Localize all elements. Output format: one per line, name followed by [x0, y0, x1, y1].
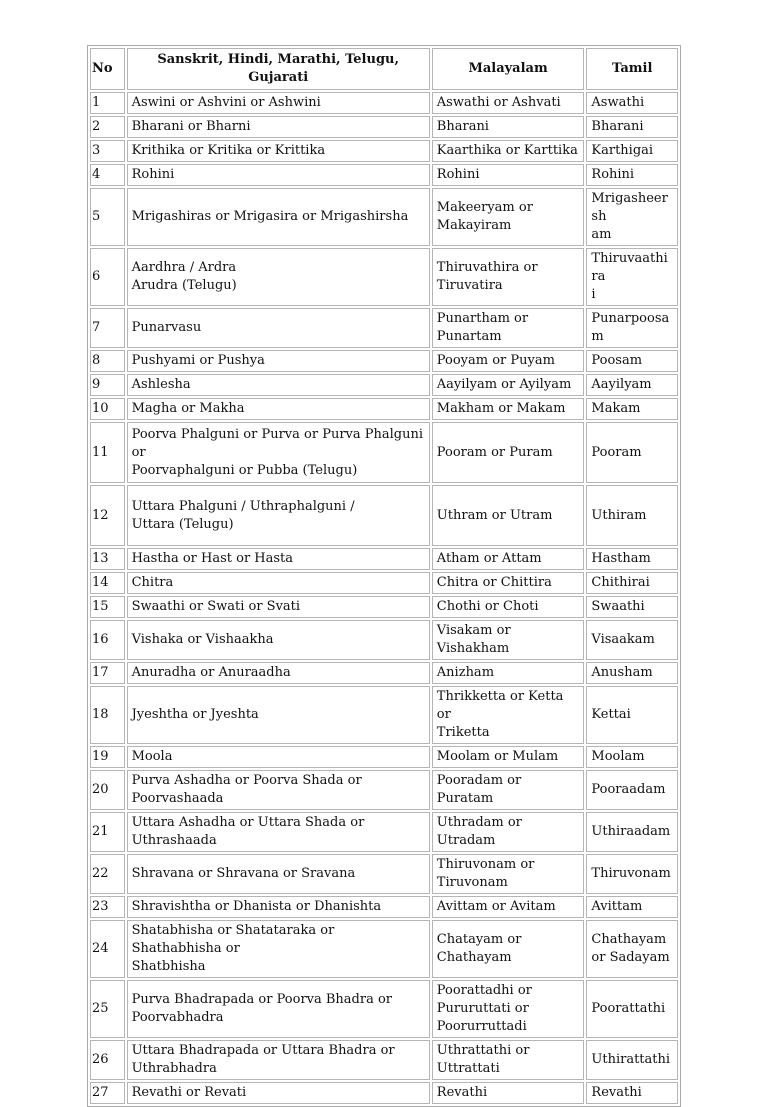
- cell-malayalam-name: [432, 548, 585, 570]
- cell-tamil-name-text: Swaathi: [591, 599, 645, 614]
- cell-malayalam-name-text: Chothi or Choti: [436, 599, 539, 614]
- cell-tamil-name-text: Aswathi: [591, 95, 645, 110]
- cell-tamil-name: [586, 896, 678, 918]
- cell-tamil-name: [586, 485, 678, 546]
- table-header: [90, 48, 678, 90]
- table-row: [90, 980, 678, 1038]
- cell-no-text: 17: [92, 665, 109, 680]
- cell-tamil-name: [586, 572, 678, 594]
- cell-tamil-name: [586, 548, 678, 570]
- cell-sanskrit-name-text: Aswini or Ashvini or Ashwini: [131, 95, 321, 110]
- cell-tamil-name-text: Poorattathi: [591, 1001, 666, 1016]
- cell-sanskrit-name: [127, 662, 430, 684]
- cell-tamil-name: [586, 812, 678, 852]
- cell-tamil-name-text: Avittam: [591, 899, 643, 914]
- cell-no-text: 18: [92, 707, 109, 722]
- cell-sanskrit-name: [127, 548, 430, 570]
- cell-sanskrit-name: [127, 188, 430, 246]
- cell-sanskrit-name-text: Jyeshtha or Jyeshta: [131, 707, 259, 722]
- cell-sanskrit-name-text: Poorva Phalguni or Purva or Purva Phalguni or Poorvaphalguni or Pubba (Telugu): [131, 426, 424, 478]
- cell-sanskrit-name: [127, 116, 430, 138]
- cell-tamil-name-text: Kettai: [591, 707, 631, 722]
- cell-malayalam-name: [432, 920, 585, 978]
- cell-tamil-name-text: Rohini: [591, 167, 635, 182]
- table-row: [90, 350, 678, 372]
- cell-sanskrit-name-text: Ashlesha: [131, 377, 191, 392]
- cell-no-text: 7: [92, 320, 101, 335]
- cell-sanskrit-name: [127, 686, 430, 744]
- cell-malayalam-name: [432, 662, 585, 684]
- table-row: [90, 920, 678, 978]
- cell-tamil-name-text: Uthiram: [591, 507, 647, 523]
- header-row: [90, 48, 678, 90]
- cell-no: [90, 350, 125, 372]
- nakshatra-table-container: [87, 45, 681, 1107]
- cell-sanskrit-name: [127, 572, 430, 594]
- cell-no-text: 3: [92, 143, 101, 158]
- cell-sanskrit-name: [127, 854, 430, 894]
- cell-tamil-name-text: Poosam: [591, 353, 643, 368]
- cell-malayalam-name-text: Thiruvonam or Tiruvonam: [436, 857, 535, 890]
- cell-sanskrit-name-text: Uttara Phalguni / Uthraphalguni / Uttara (Telugu): [131, 498, 355, 532]
- cell-malayalam-name-text: Pooram or Puram: [436, 444, 553, 460]
- cell-malayalam-name: [432, 374, 585, 396]
- cell-malayalam-name: [432, 140, 585, 162]
- cell-no-text: 21: [92, 824, 109, 839]
- cell-malayalam-name-text: Poorattadhi or Pururuttati or Poorurruttadi: [436, 983, 532, 1034]
- header-tamil: Tamil: [586, 48, 678, 90]
- cell-malayalam-name-text: Thiruvathira or Tiruvatira: [436, 260, 538, 293]
- cell-malayalam-name: [432, 572, 585, 594]
- cell-tamil-name: [586, 308, 678, 348]
- header-no: No: [90, 48, 125, 90]
- cell-no-text: 1: [92, 95, 101, 110]
- cell-malayalam-name-text: Chitra or Chittira: [436, 575, 552, 590]
- cell-tamil-name: [586, 248, 678, 306]
- cell-malayalam-name-text: Pooradam or Puratam: [436, 773, 522, 806]
- cell-no: [90, 140, 125, 162]
- cell-malayalam-name: [432, 398, 585, 420]
- cell-sanskrit-name: [127, 140, 430, 162]
- cell-sanskrit-name-text: Rohini: [131, 167, 175, 182]
- cell-malayalam-name: [432, 896, 585, 918]
- table-row: [90, 596, 678, 618]
- cell-no-text: 16: [92, 632, 109, 647]
- cell-tamil-name-text: Aayilyam: [591, 377, 652, 392]
- cell-malayalam-name-text: Punartham or Punartam: [436, 311, 529, 344]
- cell-malayalam-name: [432, 596, 585, 618]
- cell-malayalam-name: [432, 620, 585, 660]
- table-row: [90, 308, 678, 348]
- cell-tamil-name-text: Makam: [591, 401, 641, 416]
- cell-no: [90, 770, 125, 810]
- cell-tamil-name: [586, 980, 678, 1038]
- cell-tamil-name: [586, 116, 678, 138]
- cell-tamil-name-text: Mrigasheersh am: [591, 191, 668, 242]
- cell-tamil-name: [586, 422, 678, 483]
- table-row: [90, 854, 678, 894]
- cell-sanskrit-name-text: Swaathi or Swati or Svati: [131, 599, 301, 614]
- cell-sanskrit-name-text: Bharani or Bharni: [131, 119, 251, 134]
- cell-malayalam-name: [432, 980, 585, 1038]
- cell-no-text: 5: [92, 209, 101, 224]
- cell-no: [90, 662, 125, 684]
- nakshatra-names-table: [87, 45, 681, 1107]
- cell-no-text: 14: [92, 575, 109, 590]
- table-body: [90, 92, 678, 1104]
- cell-tamil-name-text: Anusham: [591, 665, 653, 680]
- cell-sanskrit-name: [127, 485, 430, 546]
- cell-no: [90, 485, 125, 546]
- cell-no: [90, 1082, 125, 1104]
- cell-sanskrit-name: [127, 770, 430, 810]
- cell-tamil-name-text: Uthirattathi: [591, 1052, 671, 1067]
- cell-sanskrit-name-text: Shravana or Shravana or Sravana: [131, 866, 356, 881]
- cell-malayalam-name-text: Chatayam or Chathayam: [436, 932, 522, 965]
- cell-malayalam-name-text: Aswathi or Ashvati: [436, 95, 561, 110]
- table-row: [90, 620, 678, 660]
- cell-malayalam-name-text: Visakam or Vishakham: [436, 623, 511, 656]
- cell-malayalam-name-text: Kaarthika or Karttika: [436, 143, 578, 158]
- cell-no-text: 22: [92, 866, 109, 881]
- cell-malayalam-name: [432, 770, 585, 810]
- cell-sanskrit-name: [127, 308, 430, 348]
- cell-tamil-name-text: Chithirai: [591, 575, 650, 590]
- table-row: [90, 485, 678, 546]
- cell-tamil-name-text: Moolam: [591, 749, 645, 764]
- cell-no: [90, 164, 125, 186]
- table-row: [90, 572, 678, 594]
- cell-sanskrit-name: [127, 398, 430, 420]
- table-row: [90, 1082, 678, 1104]
- cell-sanskrit-name: [127, 812, 430, 852]
- cell-sanskrit-name-text: Punarvasu: [131, 320, 202, 335]
- cell-sanskrit-name: [127, 92, 430, 114]
- cell-sanskrit-name: [127, 1082, 430, 1104]
- cell-malayalam-name: [432, 812, 585, 852]
- cell-sanskrit-name-text: Purva Bhadrapada or Poorva Bhadra or Poorvabhadra: [131, 992, 393, 1025]
- cell-sanskrit-name-text: Aardhra / Ardra Arudra (Telugu): [131, 260, 237, 293]
- cell-no: [90, 92, 125, 114]
- table-row: [90, 686, 678, 744]
- cell-no: [90, 746, 125, 768]
- cell-no: [90, 596, 125, 618]
- cell-tamil-name-text: Visaakam: [591, 632, 655, 647]
- cell-malayalam-name: [432, 686, 585, 744]
- cell-malayalam-name-text: Aayilyam or Ayilyam: [436, 377, 572, 392]
- cell-sanskrit-name-text: Chitra: [131, 575, 174, 590]
- cell-malayalam-name-text: Atham or Attam: [436, 551, 542, 566]
- table-row: [90, 896, 678, 918]
- cell-sanskrit-name: [127, 1040, 430, 1080]
- cell-sanskrit-name: [127, 980, 430, 1038]
- cell-no: [90, 896, 125, 918]
- cell-sanskrit-name-text: Shatabhisha or Shatataraka or Shathabhisha or Shatbhisha: [131, 923, 335, 974]
- cell-malayalam-name-text: Pooyam or Puyam: [436, 353, 555, 368]
- cell-malayalam-name: [432, 422, 585, 483]
- table-row: [90, 422, 678, 483]
- cell-tamil-name: [586, 140, 678, 162]
- cell-sanskrit-name: [127, 164, 430, 186]
- cell-no-text: 23: [92, 899, 109, 914]
- cell-malayalam-name-text: Uthradam or Utradam: [436, 815, 522, 848]
- cell-malayalam-name-text: Rohini: [436, 167, 480, 182]
- cell-malayalam-name: [432, 248, 585, 306]
- cell-no: [90, 854, 125, 894]
- cell-no-text: 6: [92, 269, 101, 284]
- cell-sanskrit-name-text: Revathi or Revati: [131, 1085, 247, 1100]
- cell-tamil-name-text: Karthigai: [591, 143, 654, 158]
- cell-no-text: 27: [92, 1085, 109, 1100]
- cell-no: [90, 548, 125, 570]
- cell-sanskrit-name-text: Pushyami or Pushya: [131, 353, 265, 368]
- cell-tamil-name-text: Hastham: [591, 551, 651, 566]
- cell-no: [90, 398, 125, 420]
- table-row: [90, 92, 678, 114]
- cell-no-text: 11: [92, 444, 109, 460]
- cell-malayalam-name: [432, 485, 585, 546]
- header-malayalam: Malayalam: [432, 48, 585, 90]
- cell-tamil-name: [586, 662, 678, 684]
- cell-sanskrit-name-text: Magha or Makha: [131, 401, 245, 416]
- table-row: [90, 1040, 678, 1080]
- cell-no: [90, 572, 125, 594]
- cell-tamil-name: [586, 686, 678, 744]
- table-row: [90, 548, 678, 570]
- cell-no: [90, 308, 125, 348]
- cell-malayalam-name: [432, 1082, 585, 1104]
- cell-sanskrit-name: [127, 350, 430, 372]
- cell-no: [90, 248, 125, 306]
- cell-tamil-name-text: Bharani: [591, 119, 644, 134]
- cell-malayalam-name-text: Moolam or Mulam: [436, 749, 559, 764]
- cell-sanskrit-name-text: Mrigashiras or Mrigasira or Mrigashirsha: [131, 209, 409, 224]
- table-row: [90, 398, 678, 420]
- cell-sanskrit-name: [127, 596, 430, 618]
- cell-no: [90, 116, 125, 138]
- table-row: [90, 140, 678, 162]
- cell-malayalam-name: [432, 188, 585, 246]
- cell-sanskrit-name-text: Purva Ashadha or Poorva Shada or Poorvashaada: [131, 773, 362, 806]
- cell-tamil-name-text: Chathayam or Sadayam: [591, 932, 670, 965]
- cell-malayalam-name: [432, 350, 585, 372]
- table-row: [90, 374, 678, 396]
- cell-tamil-name: [586, 188, 678, 246]
- cell-no-text: 8: [92, 353, 101, 368]
- cell-tamil-name: [586, 92, 678, 114]
- cell-no: [90, 980, 125, 1038]
- cell-sanskrit-name-text: Hastha or Hast or Hasta: [131, 551, 294, 566]
- table-row: [90, 770, 678, 810]
- cell-sanskrit-name-text: Shravishtha or Dhanista or Dhanishta: [131, 899, 382, 914]
- cell-sanskrit-name: [127, 422, 430, 483]
- cell-sanskrit-name-text: Krithika or Kritika or Krittika: [131, 143, 326, 158]
- header-sanskrit-hindi-marathi-telugu-gujarati: Sanskrit, Hindi, Marathi, Telugu, Gujarati: [127, 48, 430, 90]
- cell-no-text: 19: [92, 749, 109, 764]
- cell-no-text: 12: [92, 507, 109, 523]
- cell-no-text: 9: [92, 377, 101, 392]
- cell-sanskrit-name-text: Uttara Bhadrapada or Uttara Bhadra or Uthrabhadra: [131, 1043, 395, 1076]
- table-row: [90, 116, 678, 138]
- cell-malayalam-name-text: Makham or Makam: [436, 401, 566, 416]
- cell-no: [90, 1040, 125, 1080]
- cell-sanskrit-name: [127, 374, 430, 396]
- cell-sanskrit-name-text: Anuradha or Anuraadha: [131, 665, 291, 680]
- cell-tamil-name-text: Pooram: [591, 444, 642, 460]
- cell-sanskrit-name-text: Vishaka or Vishaakha: [131, 632, 274, 647]
- cell-tamil-name-text: Uthiraadam: [591, 824, 671, 839]
- cell-no-text: 15: [92, 599, 109, 614]
- cell-no: [90, 620, 125, 660]
- cell-malayalam-name: [432, 92, 585, 114]
- cell-no: [90, 422, 125, 483]
- cell-no: [90, 188, 125, 246]
- cell-malayalam-name: [432, 308, 585, 348]
- cell-tamil-name: [586, 770, 678, 810]
- cell-no: [90, 812, 125, 852]
- cell-tamil-name: [586, 854, 678, 894]
- cell-malayalam-name-text: Uthram or Utram: [436, 507, 553, 523]
- cell-no-text: 20: [92, 782, 109, 797]
- cell-malayalam-name: [432, 164, 585, 186]
- cell-no-text: 2: [92, 119, 101, 134]
- cell-no: [90, 920, 125, 978]
- cell-tamil-name: [586, 1082, 678, 1104]
- cell-sanskrit-name: [127, 248, 430, 306]
- cell-tamil-name: [586, 620, 678, 660]
- cell-malayalam-name-text: Makeeryam or Makayiram: [436, 200, 533, 233]
- cell-malayalam-name-text: Avittam or Avitam: [436, 899, 556, 914]
- cell-malayalam-name: [432, 1040, 585, 1080]
- cell-tamil-name: [586, 746, 678, 768]
- table-row: [90, 164, 678, 186]
- cell-no-text: 13: [92, 551, 109, 566]
- cell-malayalam-name-text: Anizham: [436, 665, 495, 680]
- cell-malayalam-name: [432, 116, 585, 138]
- cell-tamil-name: [586, 1040, 678, 1080]
- cell-malayalam-name-text: Bharani: [436, 119, 489, 134]
- cell-tamil-name: [586, 164, 678, 186]
- cell-tamil-name-text: Thiruvaathira i: [591, 251, 668, 302]
- cell-tamil-name-text: Thiruvonam: [591, 866, 671, 881]
- cell-no-text: 24: [92, 941, 109, 956]
- cell-sanskrit-name: [127, 620, 430, 660]
- cell-tamil-name: [586, 350, 678, 372]
- cell-tamil-name: [586, 920, 678, 978]
- cell-malayalam-name-text: Uthrattathi or Uttrattati: [436, 1043, 530, 1076]
- cell-sanskrit-name: [127, 896, 430, 918]
- cell-no-text: 26: [92, 1052, 109, 1067]
- table-row: [90, 746, 678, 768]
- cell-sanskrit-name-text: Moola: [131, 749, 173, 764]
- table-row: [90, 248, 678, 306]
- cell-no-text: 4: [92, 167, 101, 182]
- cell-malayalam-name: [432, 746, 585, 768]
- table-row: [90, 662, 678, 684]
- cell-malayalam-name-text: Thrikketta or Ketta or Triketta: [436, 689, 564, 740]
- cell-no-text: 25: [92, 1001, 109, 1016]
- cell-no: [90, 374, 125, 396]
- cell-tamil-name: [586, 596, 678, 618]
- cell-malayalam-name: [432, 854, 585, 894]
- cell-no-text: 10: [92, 401, 109, 416]
- cell-tamil-name: [586, 374, 678, 396]
- cell-tamil-name-text: Revathi: [591, 1085, 642, 1100]
- cell-tamil-name-text: Punarpoosam: [591, 311, 670, 344]
- cell-sanskrit-name: [127, 746, 430, 768]
- cell-tamil-name-text: Pooraadam: [591, 782, 666, 797]
- cell-sanskrit-name-text: Uttara Ashadha or Uttara Shada or Uthrashaada: [131, 815, 365, 848]
- table-row: [90, 188, 678, 246]
- cell-no: [90, 686, 125, 744]
- cell-sanskrit-name: [127, 920, 430, 978]
- cell-tamil-name: [586, 398, 678, 420]
- table-row: [90, 812, 678, 852]
- cell-malayalam-name-text: Revathi: [436, 1085, 488, 1100]
